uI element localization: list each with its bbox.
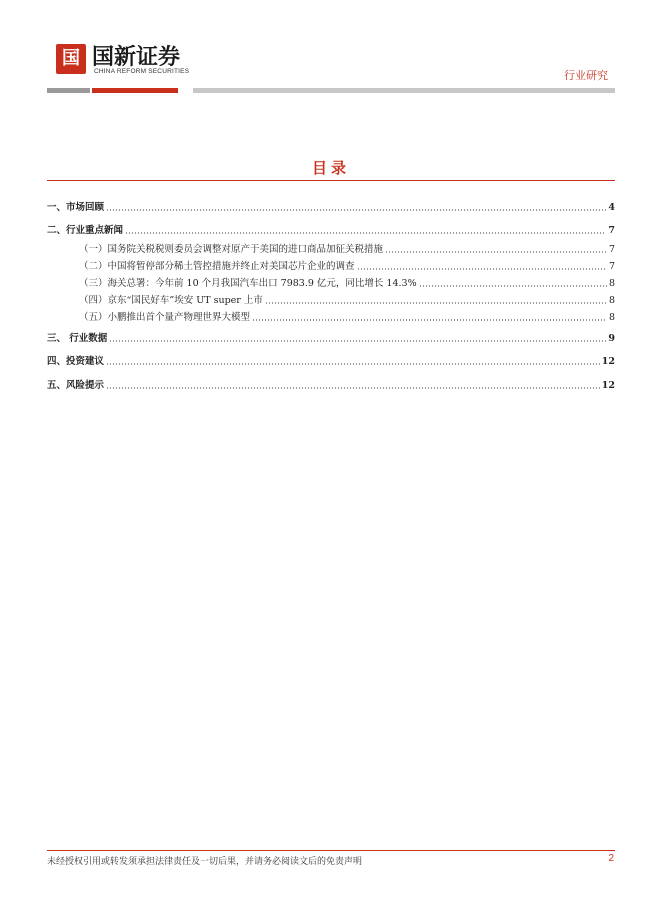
footer-divider xyxy=(47,850,615,851)
toc-leader xyxy=(106,387,600,389)
toc-entry-label: 五、风险提示 xyxy=(47,380,105,391)
toc-entry-label: 四、投资建议 xyxy=(47,356,105,367)
toc-entry-label: （二）中国将暂停部分稀土管控措施并终止对美国芯片企业的调查 xyxy=(79,261,355,272)
toc-entry[interactable] xyxy=(47,378,615,392)
toc-entry[interactable] xyxy=(79,242,615,256)
toc-entry-page: 12 xyxy=(601,380,615,391)
brand-name: 国新证券 xyxy=(92,45,181,70)
toc-entry-page: 7 xyxy=(608,244,615,255)
toc-entry-label: 三、 行业数据 xyxy=(47,333,108,344)
toc-leader xyxy=(252,319,607,321)
toc-entry[interactable] xyxy=(79,259,615,273)
toc-leader xyxy=(265,302,607,304)
toc-entry-page: 8 xyxy=(608,278,615,289)
toc-title: 目录 xyxy=(311,159,350,177)
toc-entry-page: 7 xyxy=(608,261,615,272)
toc-entry-label: （三）海关总署：今年前 10 个月我国汽车出口 7983.9 亿元，同比增长 14.3% xyxy=(79,278,417,289)
header-bar-red xyxy=(92,88,178,93)
toc-entry-page: 12 xyxy=(601,356,615,367)
toc-entry-label: （四）京东“国民好车”埃安 UT super 上市 xyxy=(79,295,263,306)
toc-leader xyxy=(357,268,607,270)
brand-name-english: CHINA REFORM SECURITIES xyxy=(94,68,190,75)
toc-entry[interactable] xyxy=(47,354,615,368)
header-bar-gray xyxy=(47,88,90,93)
toc-entry-page: 8 xyxy=(608,295,615,306)
toc-entry-page: 9 xyxy=(608,333,615,344)
toc-entry-page: 8 xyxy=(608,312,615,323)
toc-entry-label: （一）国务院关税税则委员会调整对原产于美国的进口商品加征关税措施 xyxy=(79,244,384,255)
toc-leader xyxy=(109,340,606,342)
toc-entry-label: 二、行业重点新闻 xyxy=(47,225,124,236)
toc-entry-page: 4 xyxy=(608,202,615,213)
toc-leader xyxy=(125,232,606,234)
toc-entry[interactable] xyxy=(79,276,615,290)
header-bar-light xyxy=(193,88,615,93)
footer-disclaimer: 未经授权引用或转发须承担法律责任及一切后果，并请务必阅读文后的免责声明 xyxy=(47,857,363,867)
toc-entry-label: （五）小鹏推出首个量产物理世界大模型 xyxy=(79,312,251,323)
report-category: 行业研究 xyxy=(564,69,608,82)
toc-leader xyxy=(106,363,600,365)
toc-entry[interactable] xyxy=(47,331,615,345)
toc-entry-label: 一、市场回顾 xyxy=(47,202,105,213)
page-number: 2 xyxy=(608,853,614,864)
toc-entry[interactable] xyxy=(47,223,615,237)
toc-divider xyxy=(47,180,615,181)
toc-entry[interactable] xyxy=(79,293,615,307)
toc-leader xyxy=(419,285,607,287)
toc-entry[interactable] xyxy=(47,200,615,214)
toc-entry[interactable] xyxy=(79,310,615,324)
page-header xyxy=(0,0,662,100)
brand-logo-icon: 国 xyxy=(56,44,86,74)
toc-leader xyxy=(106,209,606,211)
toc-entry-page: 7 xyxy=(608,225,615,236)
toc-leader xyxy=(385,251,607,253)
